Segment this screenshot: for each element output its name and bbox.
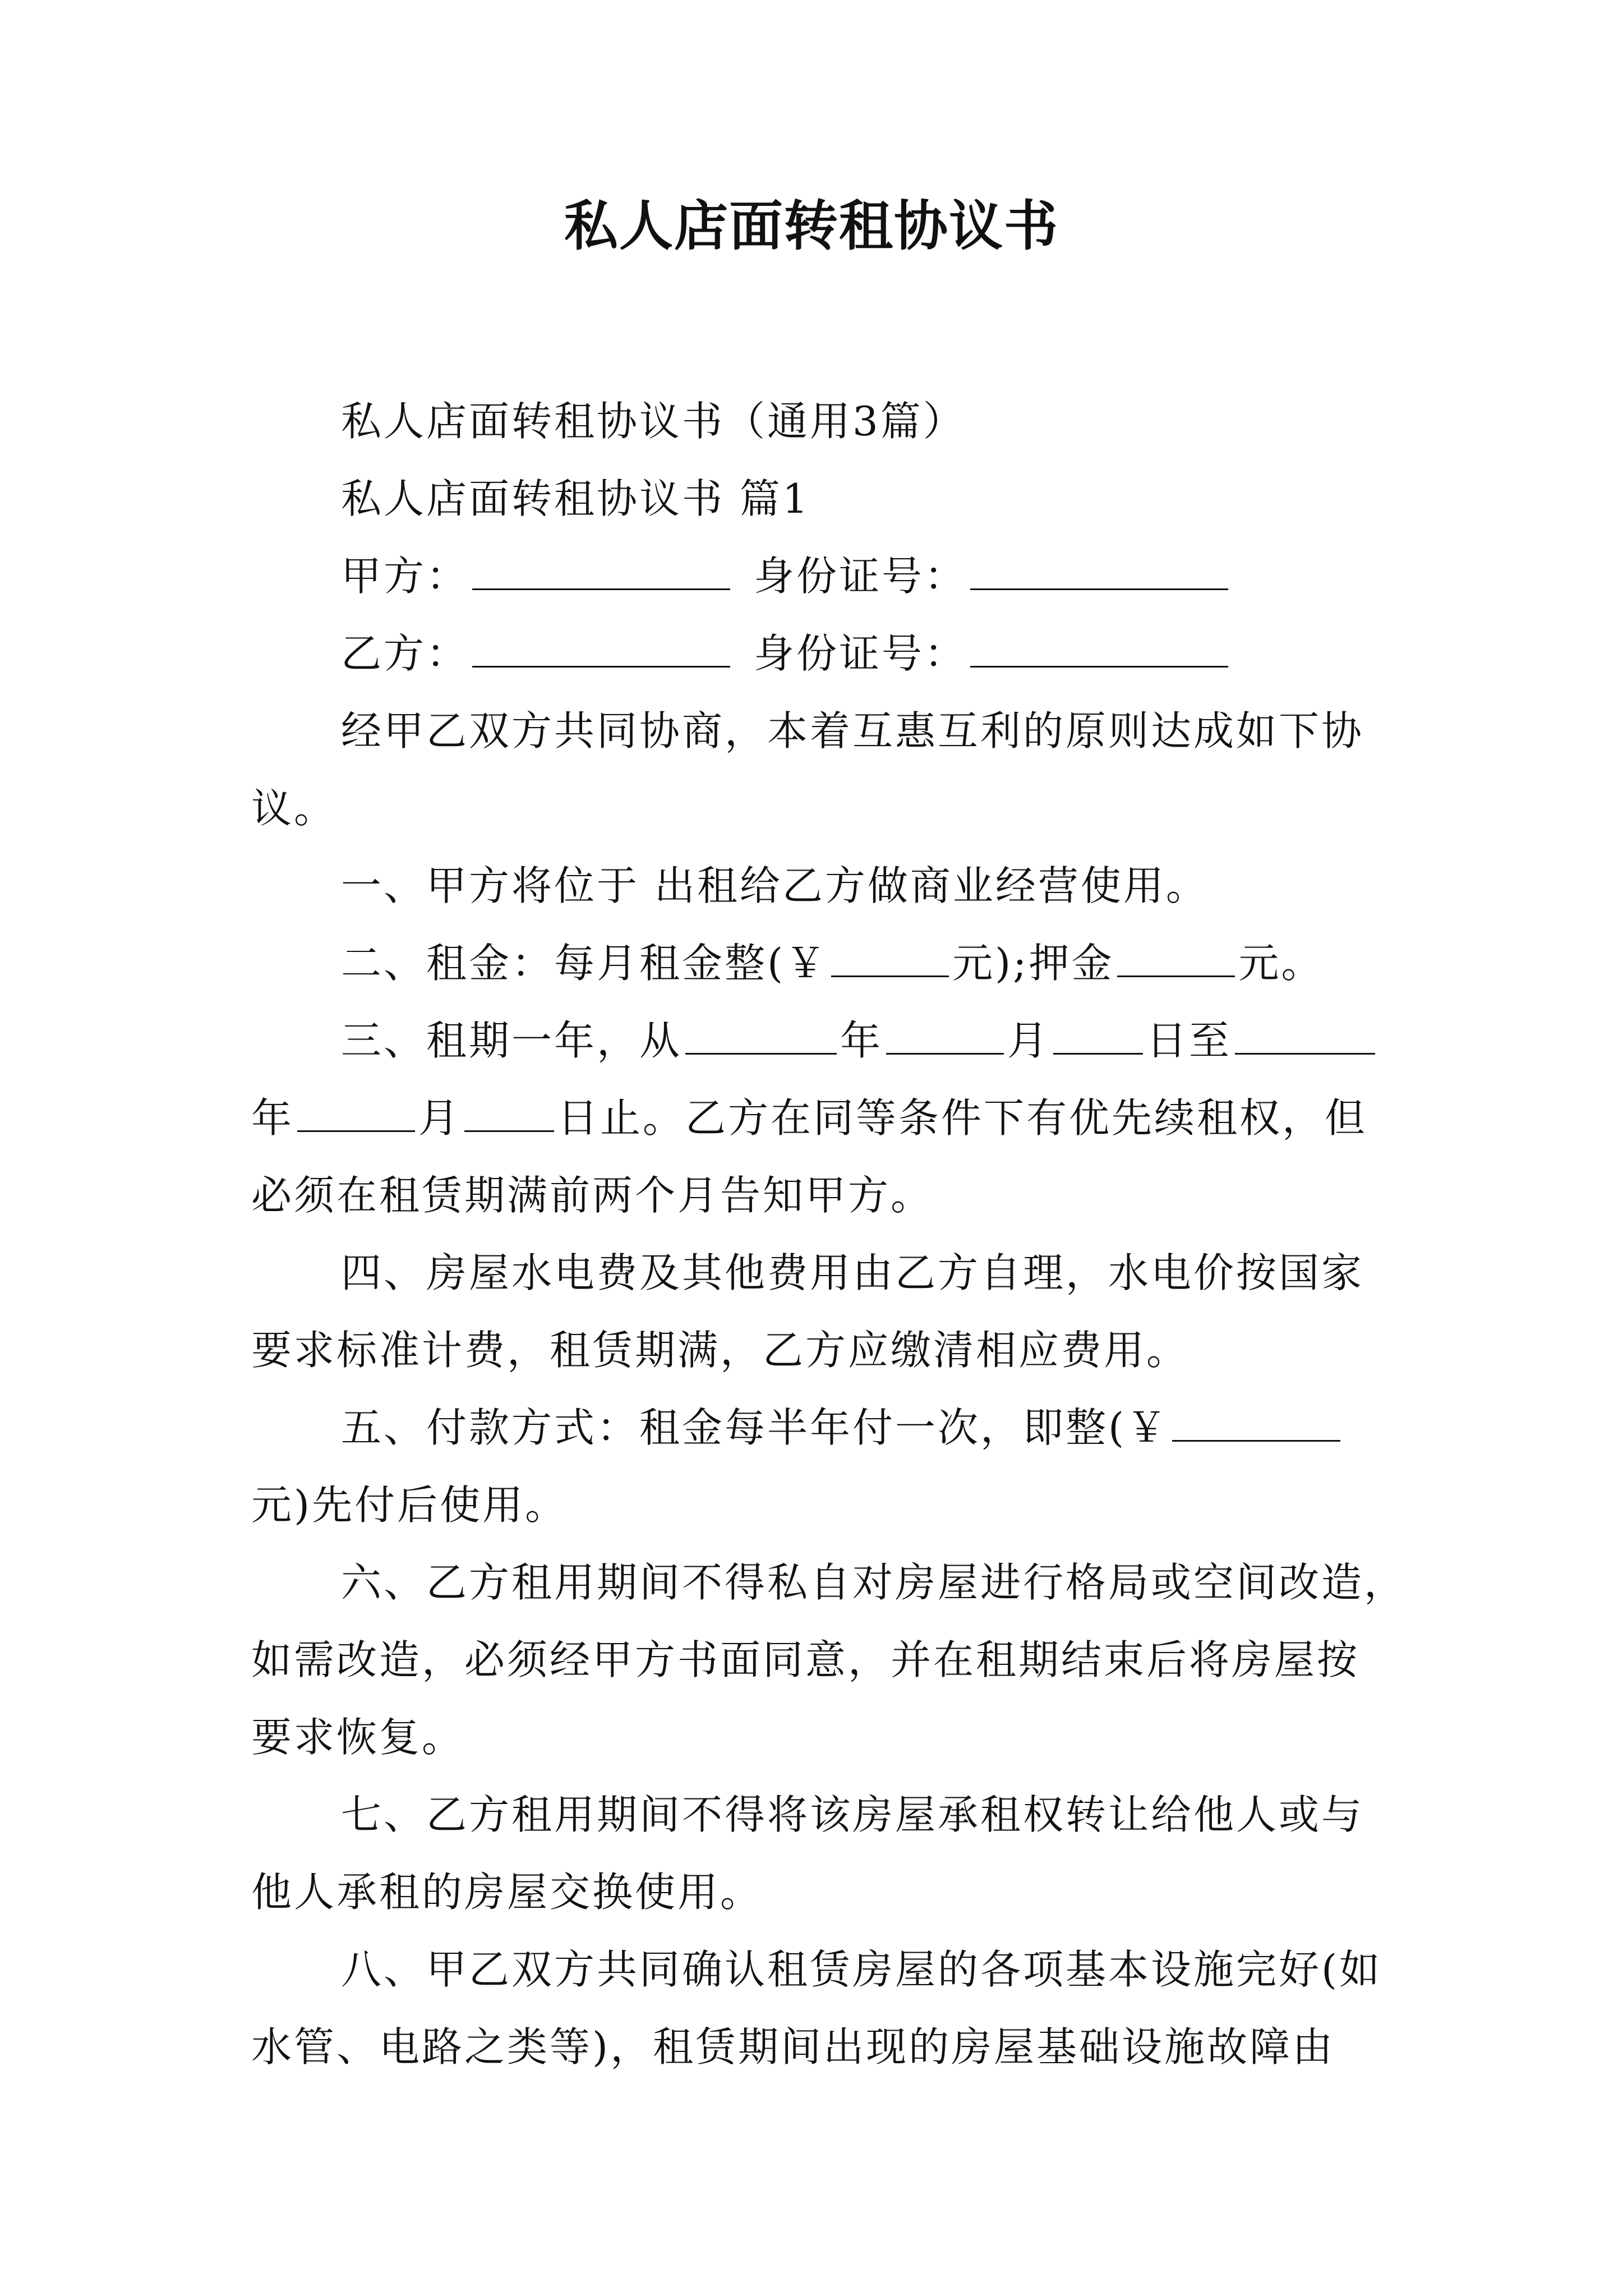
clause-1: 一、甲方将位于 出租给乙方做商业经营使用。 [341, 862, 1209, 909]
party-b-label: 乙方： [341, 630, 469, 677]
clause-8-line-2: 水管、电路之类等)，租赁期间出现的房屋基础设施故障由 [251, 2023, 1335, 2070]
year-text: 年 [840, 1017, 883, 1064]
rent-amount-blank [831, 947, 949, 977]
clause-3-line-1 [251, 1002, 1373, 1079]
party-a-id-blank [970, 560, 1228, 590]
clause-2-rent-text: 二、租金：每月租金整(￥ [341, 940, 828, 987]
clause-2 [251, 924, 1373, 1002]
clause-8-line-1: 八、甲乙双方共同确认租赁房屋的各项基本设施完好(如 [341, 1946, 1382, 1993]
party-b-row [251, 615, 1373, 692]
heading-all-parts: 私人店面转租协议书（通用3篇） [341, 398, 966, 445]
party-b-id-blank [970, 638, 1228, 668]
end-month-blank [297, 1102, 415, 1132]
party-b-name-blank [472, 638, 730, 668]
month-text-2: 月 [418, 1094, 462, 1142]
clause-2-end-text: 元。 [1238, 940, 1324, 987]
clause-7-line-1: 七、乙方租用期间不得将该房屋承租权转让给他人或与 [341, 1791, 1364, 1838]
end-year-blank [1235, 1025, 1375, 1055]
intro-line-1: 经甲乙双方共同协商，本着互惠互利的原则达成如下协 [341, 707, 1364, 754]
party-a-row [251, 537, 1373, 615]
party-a-label: 甲方： [341, 553, 469, 600]
clause-5-text: 五、付款方式：租金每半年付一次，即整(￥ [341, 1404, 1169, 1451]
start-year-blank [685, 1025, 837, 1055]
clause-2-deposit-text: 元);押金 [952, 940, 1114, 987]
start-day-blank [1053, 1025, 1143, 1055]
clause-3-start-text: 三、租期一年，从 [341, 1017, 683, 1064]
start-month-blank [886, 1025, 1004, 1055]
clause-3-line-2 [251, 1079, 1373, 1157]
clause-6-line-2: 如需改造，必须经甲方书面同意，并在租期结束后将房屋按 [251, 1636, 1360, 1683]
party-a-name-blank [472, 560, 730, 590]
clause-4-line-2: 要求标准计费，租赁期满，乙方应缴清相应费用。 [251, 1327, 1189, 1374]
payment-amount-blank [1172, 1412, 1340, 1442]
clause-5-line-1 [251, 1389, 1373, 1466]
document-body [251, 383, 1407, 2086]
clause-4-line-1: 四、房屋水电费及其他费用由乙方自理，水电价按国家 [341, 1249, 1364, 1296]
clause-6-line-3: 要求恢复。 [251, 1714, 465, 1761]
document-title: 私人店面转租协议书 [564, 194, 1059, 257]
month-text: 月 [1007, 1017, 1050, 1064]
heading-part-1: 私人店面转租协议书 篇1 [341, 475, 810, 522]
clause-3-line-3: 必须在租赁期满前两个月告知甲方。 [251, 1172, 934, 1219]
clause-3-rest-text: 日止。乙方在同等条件下有优先续租权，但 [557, 1094, 1368, 1142]
clause-6-line-1: 六、乙方租用期间不得私自对房屋进行格局或空间改造， [341, 1559, 1407, 1606]
day-to-text: 日至 [1146, 1017, 1232, 1064]
party-b-id-label: 身份证号： [754, 630, 967, 677]
clause-7-line-2: 他人承租的房屋交换使用。 [251, 1869, 763, 1916]
deposit-amount-blank [1117, 947, 1235, 977]
intro-line-2: 议。 [251, 785, 337, 832]
clause-5-line-2: 元)先付后使用。 [251, 1481, 568, 1529]
end-day-blank [464, 1102, 554, 1132]
party-a-id-label: 身份证号： [754, 553, 967, 600]
year-text-2: 年 [251, 1094, 294, 1142]
